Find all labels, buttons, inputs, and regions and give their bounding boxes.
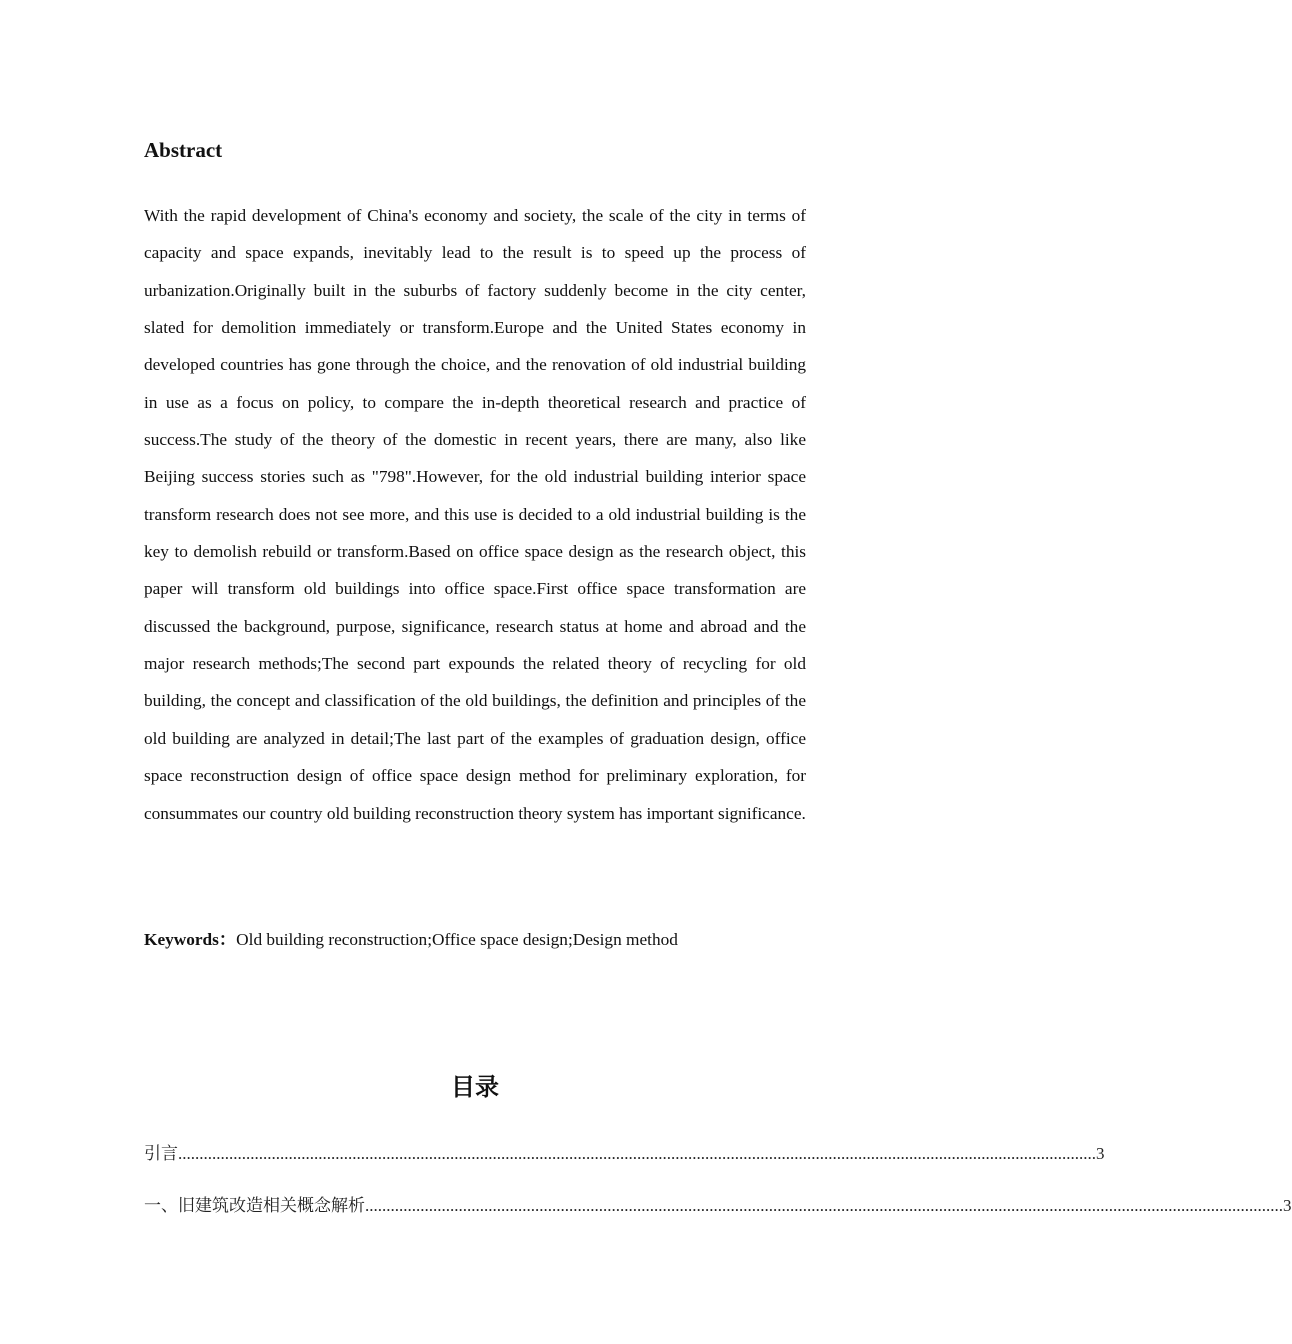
toc-entry-page: 3: [1096, 1144, 1105, 1163]
abstract-body: With the rapid development of China's economy and society, the scale of the city in terms of capacity and space expands, inevitably lead to the result is to speed up the process of urbanization.Originally built in the suburbs of factory suddenly become in the city center, slated for demolition immediately or transform.Europe and the United States economy in developed countries has gone through the choice, and the renovation of old industrial building in use as a focus on policy, to compare the in-depth theoretical research and practice of success.The study of the theory of the domestic in recent years, there are many, also like Beijing success stories such as "798".However, for the old industrial building interior space transform research does not see more, and this use is decided to a old industrial building is the key to demolish rebuild or transform.Based on office space design as the research object, this paper will transform old buildings into office space.First office space transformation are discussed the background, purpose, significance, research status at home and abroad and the major research methods;The second part expounds the related theory of recycling for old building, the concept and classification of the old buildings, the definition and principles of the old building are analyzed in detail;The last part of the examples of graduation design, office space reconstruction design of office space design method for preliminary exploration, for consummates our country old building reconstruction theory system has important significance.: [144, 206, 806, 823]
toc-dot-leader: ........................................................................................................................................................................................................................: [365, 1196, 1283, 1215]
toc-entry-label: 一、旧建筑改造相关概念解析: [144, 1196, 365, 1216]
keywords-text: Old building reconstruction;Office space design;Design method: [236, 930, 678, 949]
keywords-label: Keywords：: [144, 930, 237, 949]
keywords-line: [144, 926, 806, 954]
toc-entry-page: 3: [1283, 1196, 1292, 1215]
toc-entry[interactable]: [144, 1193, 1292, 1219]
toc-dot-leader: ........................................................................................................................................................................................................................: [178, 1144, 1096, 1163]
toc-heading: 目录: [451, 1073, 499, 1101]
toc-entry-label: 引言: [144, 1144, 178, 1164]
abstract-heading: Abstract: [144, 138, 223, 162]
toc-entry[interactable]: [144, 1141, 1105, 1167]
